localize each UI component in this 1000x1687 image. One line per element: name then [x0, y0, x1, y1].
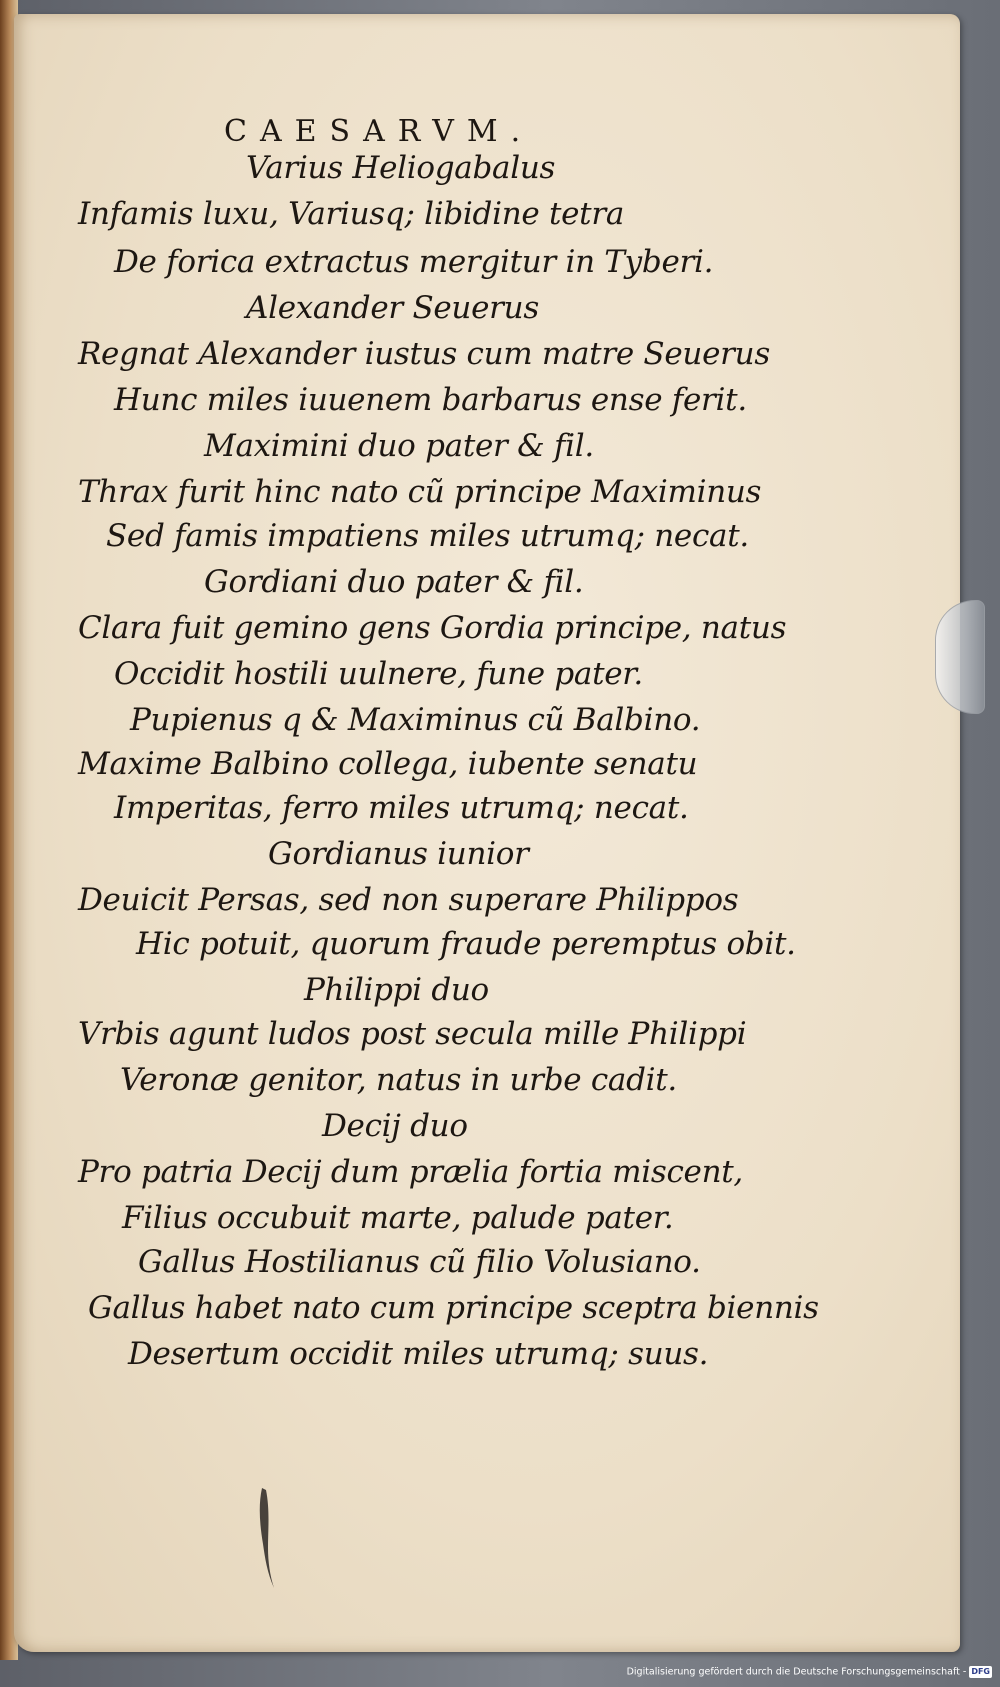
emperor-heading: Decij duo	[322, 1108, 468, 1144]
poem-text-block	[14, 14, 960, 1652]
emperor-heading: Gordianus iunior	[268, 836, 529, 872]
verse-line: Deuicit Persas, sed non superare Philippos	[78, 882, 739, 918]
verse-line: Veronæ genitor, natus in urbe cadit.	[120, 1062, 677, 1098]
verse-line: Pro patria Decij dum prælia fortia miscent,	[78, 1154, 743, 1190]
verse-line: Occidit hostili uulnere, fune pater.	[114, 656, 643, 692]
ink-stain-mark	[256, 1486, 276, 1591]
verse-line: Vrbis agunt ludos post secula mille Philippi	[78, 1016, 747, 1052]
verse-line: Infamis luxu, Variusq; libidine tetra	[78, 196, 625, 232]
verse-line: Imperitas, ferro miles utrumq; necat.	[114, 790, 689, 826]
emperor-heading: Maximini duo pater & fil.	[204, 428, 594, 464]
verse-line: Thrax furit hinc nato cũ principe Maximinus	[78, 474, 762, 510]
emperor-heading: Varius Heliogabalus	[246, 150, 556, 186]
verse-line: Desertum occidit miles utrumq; suus.	[128, 1336, 709, 1372]
verse-line: Clara fuit gemino gens Gordia principe, natus	[78, 610, 787, 646]
verse-line: Sed famis impatiens miles utrumq; necat.	[106, 518, 749, 554]
running-head: CAESARVM.	[224, 114, 534, 149]
verse-line: Maxime Balbino collega, iubente senatu	[78, 746, 698, 782]
emperor-heading: Alexander Seuerus	[246, 290, 539, 326]
emperor-heading: Gallus Hostilianus cũ filio Volusiano.	[138, 1244, 701, 1280]
verse-line: Regnat Alexander iustus cum matre Seuerus	[78, 336, 770, 372]
verse-line: Hic potuit, quorum fraude peremptus obit.	[136, 926, 796, 962]
verse-line: Filius occubuit marte, palude pater.	[122, 1200, 674, 1236]
verse-line: Gallus habet nato cum principe sceptra biennis	[88, 1290, 819, 1326]
credit-text: Digitalisierung gefördert durch die Deutsche Forschungsgemeinschaft -	[626, 1666, 967, 1678]
emperor-heading: Pupienus q & Maximinus cũ Balbino.	[130, 702, 701, 738]
verse-line: Hunc miles iuuenem barbarus ense ferit.	[114, 382, 747, 418]
book-page	[14, 14, 960, 1652]
page-edge-clip	[935, 600, 985, 714]
emperor-heading: Philippi duo	[304, 972, 489, 1008]
dfg-logo: DFG	[971, 1667, 990, 1676]
digitization-credit	[627, 1666, 992, 1682]
verse-line: De forica extractus mergitur in Tyberi.	[114, 244, 714, 280]
emperor-heading: Gordiani duo pater & fil.	[204, 564, 584, 600]
